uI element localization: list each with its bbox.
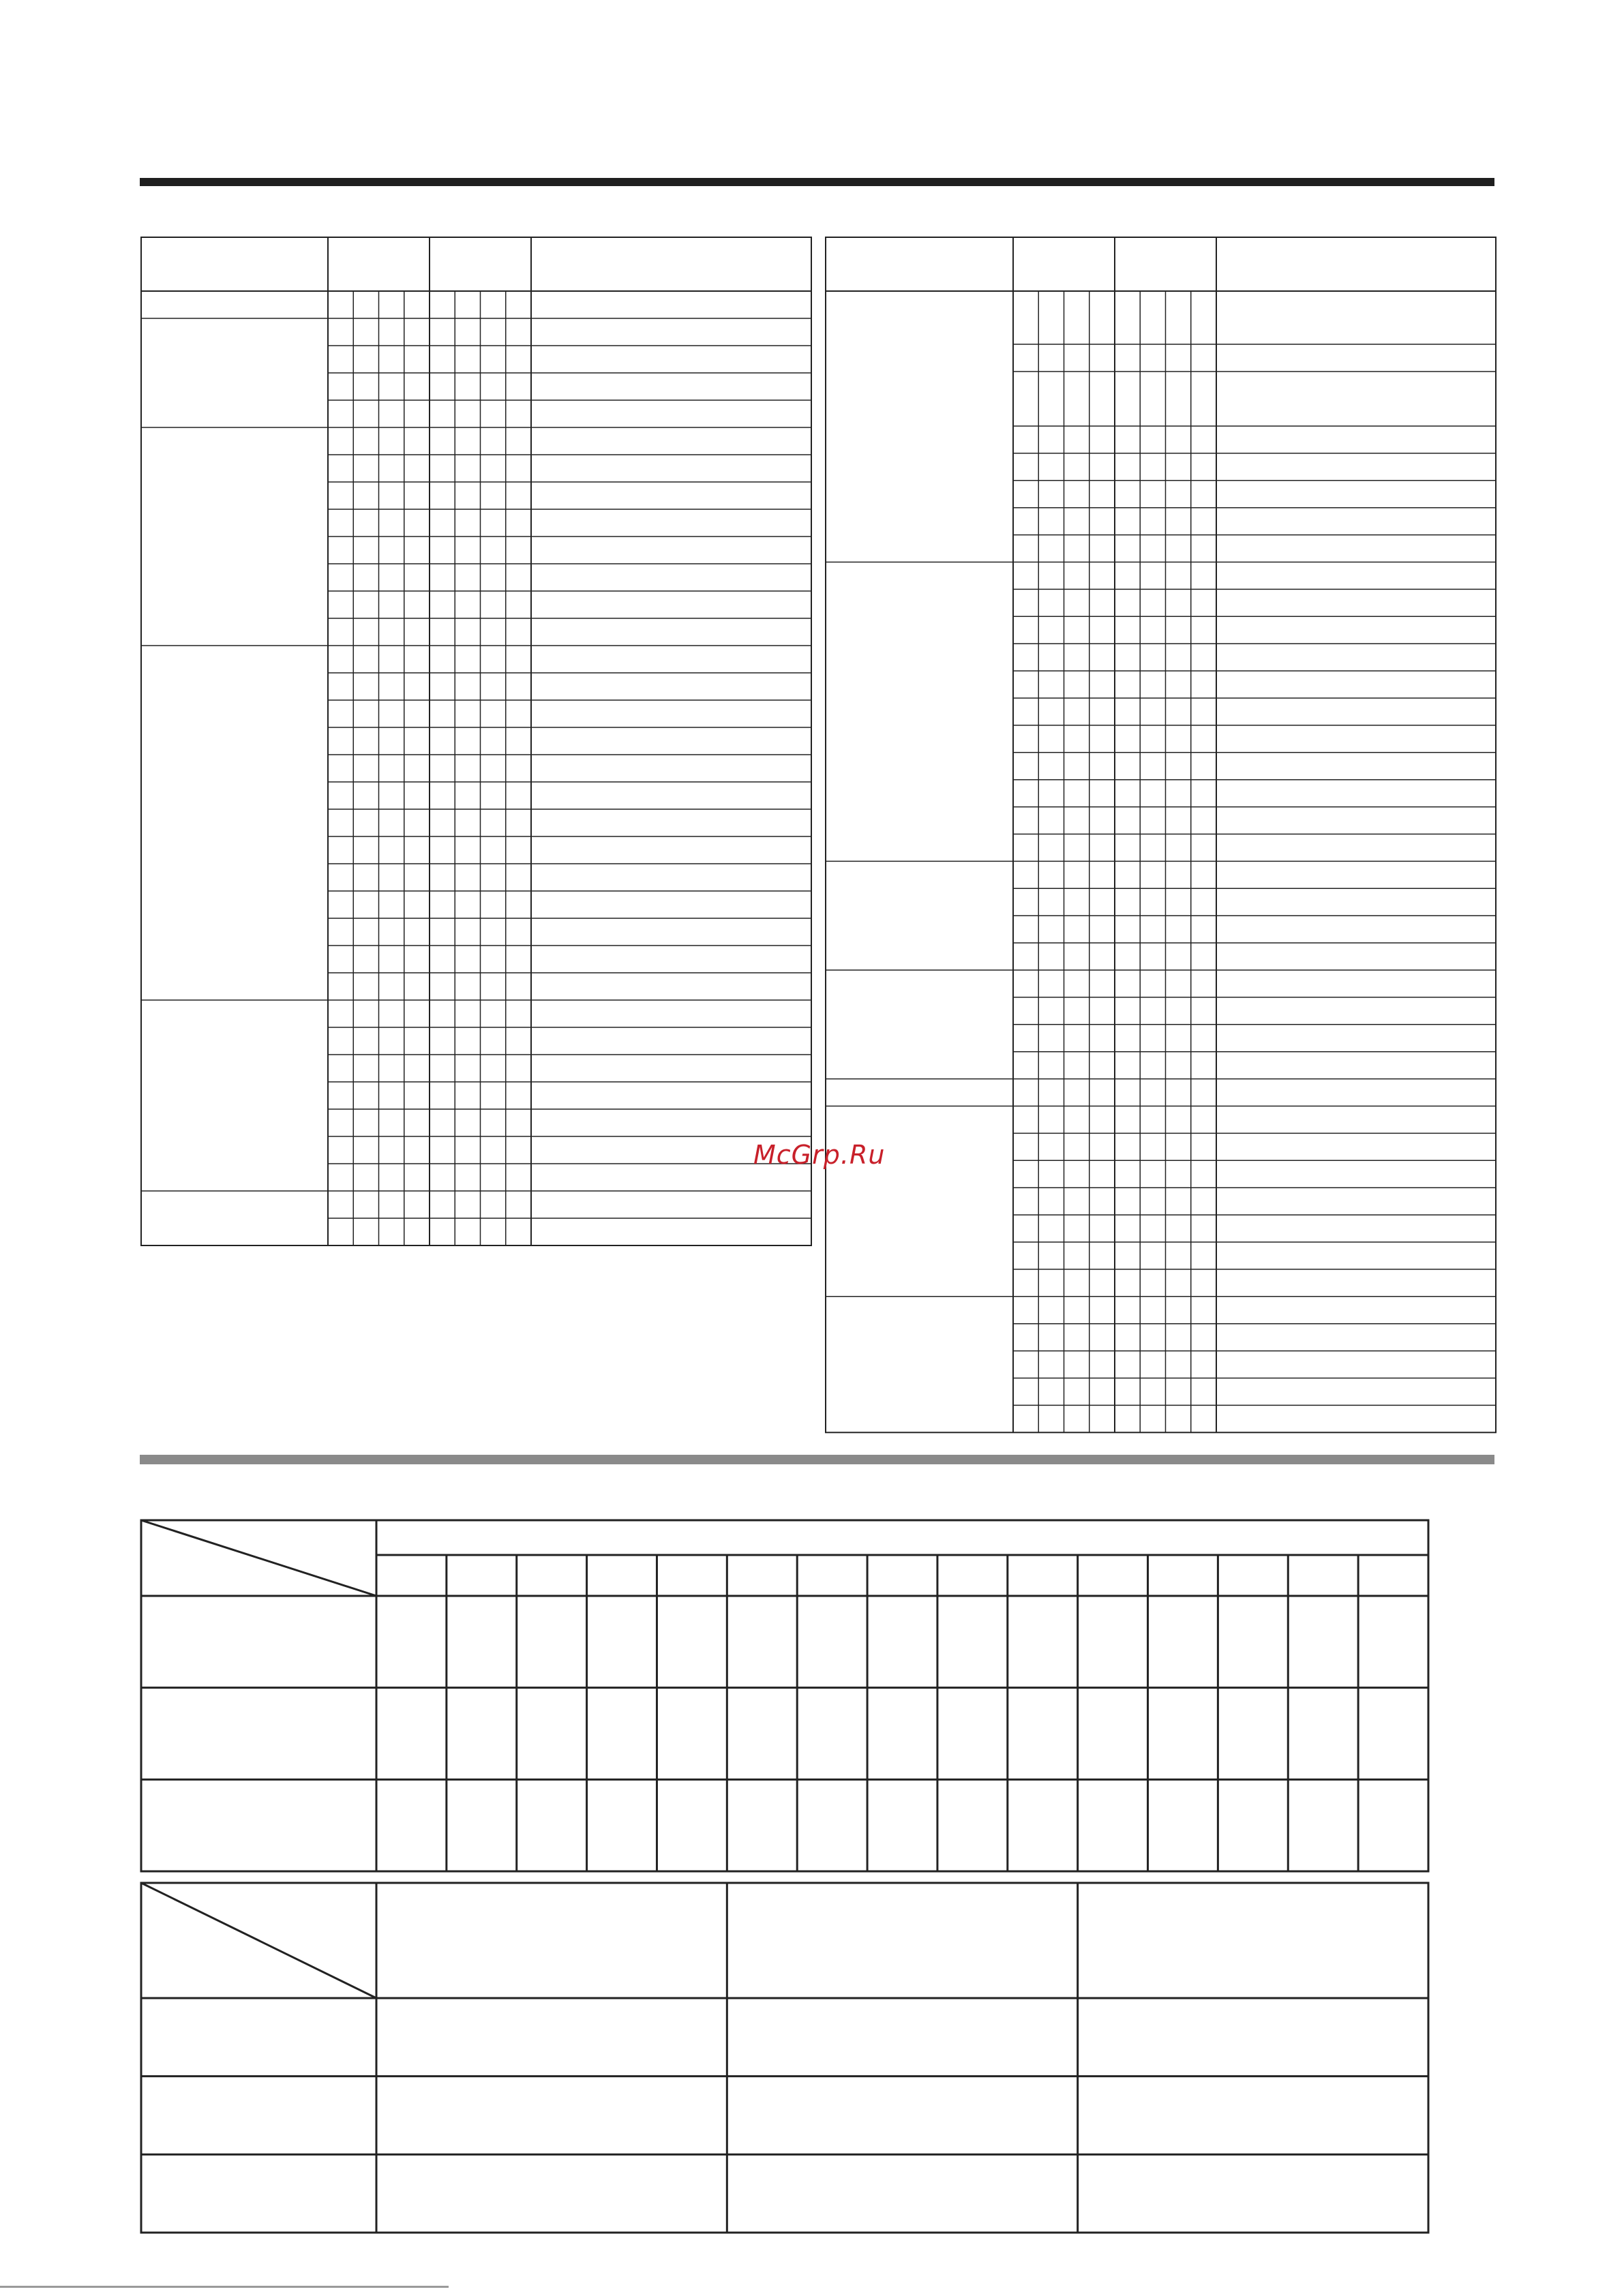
spec-table-2-border <box>141 1883 1428 2233</box>
table-border <box>141 237 811 1245</box>
right-check-table <box>826 237 1496 1432</box>
table-border <box>826 237 1496 1432</box>
watermark-text: McGrp.Ru <box>753 1140 886 1170</box>
spec-table-1-border <box>141 1520 1428 1871</box>
spec-table-1 <box>141 1520 1428 1871</box>
left-check-table <box>141 237 811 1245</box>
diagonal-corner-line <box>141 1520 376 1596</box>
diagonal-corner-line <box>141 1883 376 1998</box>
spec-table-2 <box>141 1883 1428 2233</box>
